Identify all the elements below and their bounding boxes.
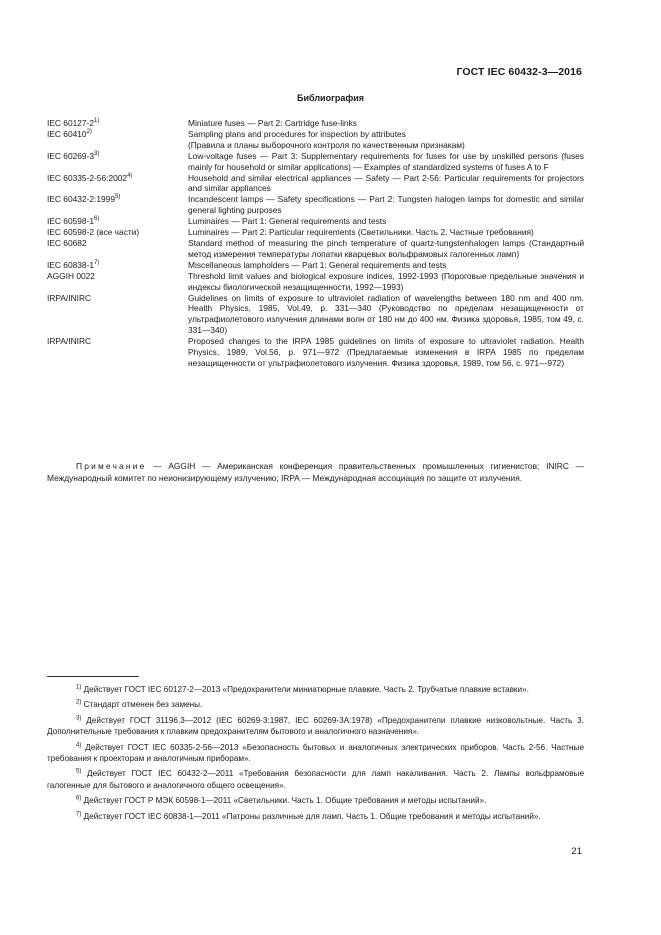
footnote-marker: 1) bbox=[94, 118, 100, 125]
bibliography-entry bbox=[47, 151, 584, 173]
footnote bbox=[47, 768, 584, 791]
entry-description: Luminaires — Part 1: General requirements and tests bbox=[188, 216, 387, 227]
entry-reference: IRPA/INIRC bbox=[47, 336, 92, 347]
entry-description: Proposed changes to the IRPA 1985 guidelines on limits of exposure to ultraviolet radiation. Health Physics, 1989, Vol.56, p. 971—972 (Предлагаемые изменения в IRPA 1985 по пределам незащищенности от ультрафиолетового излучения. Физика здоровья, 1989, том 56, с. 971—972) bbox=[188, 336, 584, 368]
footnote-text: Стандарт отменен без замены. bbox=[83, 700, 203, 710]
note-paragraph bbox=[47, 461, 584, 484]
footnote-marker: 4) bbox=[127, 172, 133, 179]
footnote-text: Действует ГОСТ IEC 60432-2—2011 «Требования безопасности для ламп накаливания. Часть 2. Лампы вольфрамовые галогенные для бытового и аналогичного общего освещения». bbox=[47, 769, 584, 790]
bibliography-title: Библиография bbox=[297, 93, 364, 103]
footnote-text: Действует ГОСТ IEC 60335-2-56—2013 «Безопасность бытовых и аналогичных электрических приборов. Часть 2-56. Частные требования к проекторам и аналогичным приборам». bbox=[47, 742, 584, 764]
footnote bbox=[47, 742, 584, 765]
footnote bbox=[47, 795, 584, 806]
footnote-marker: 2) bbox=[86, 129, 92, 136]
footnote-text: Действует ГОСТ Р МЭК 60598-1—2011 «Светильники. Часть 1. Общие требования и методы испытаний». bbox=[83, 796, 487, 806]
footnote-number: 1) bbox=[76, 684, 82, 691]
entry-description-translation: (Правила и планы выборочного контроля по качественным признакам) bbox=[188, 139, 465, 150]
footnote bbox=[47, 684, 584, 695]
bibliography-entry bbox=[47, 260, 584, 271]
entry-reference: IEC 60598-1 bbox=[47, 216, 95, 227]
footnote-marker: 6) bbox=[94, 216, 100, 223]
entry-description: Household and similar electrical appliances — Safety — Part 2-56: Particular requirements for projectors and similar appliances bbox=[188, 172, 584, 194]
footnote-text: Действует ГОСТ IEC 60127-2—2013 «Предохранители миниатюрные плавкие. Часть 2. Трубчатые плавкие вставки». bbox=[83, 685, 529, 694]
footnote-number: 3) bbox=[76, 715, 82, 722]
entry-reference: IEC 60127-2 bbox=[47, 118, 95, 128]
entry-description: Miscellaneous lampholders — Part 1: General requirements and tests bbox=[188, 259, 447, 270]
entry-reference: IEC 60432-2:1999 bbox=[47, 194, 115, 205]
bibliography-entry bbox=[47, 271, 584, 293]
entry-description: Miniature fuses — Part 2: Cartridge fuse-links bbox=[188, 118, 357, 128]
note-label: Примечание bbox=[76, 461, 147, 471]
footnote-marker: 7) bbox=[94, 259, 100, 266]
footnote-number: 6) bbox=[76, 795, 82, 802]
entry-description: Threshold limit values and biological exposure indices, 1992-1993 (Пороговые предельные значения и индексы биологической незащищенности, 1992—1993) bbox=[188, 270, 584, 292]
document-number-header: ГОСТ IEC 60432-3—2016 bbox=[456, 66, 582, 78]
entry-reference: IRPA/INIRC bbox=[47, 292, 92, 303]
entry-description: Guidelines on limits of exposure to ultraviolet radiation of wavelengths between 180 nm and 400 nm. Health Physics, 1985, Vol.49, p. 331—340 (Руководство по пределам незащищенности от ультрафиолетового излучения длинами волн от 180 нм до 400 нм. Физика здоровья, 1985, том 49, с. 331—340) bbox=[188, 292, 584, 336]
bibliography-entry bbox=[47, 173, 584, 195]
footnote bbox=[47, 699, 584, 710]
entry-reference: IEC 60682 bbox=[47, 237, 87, 248]
page-number: 21 bbox=[571, 846, 582, 857]
footnotes-list bbox=[47, 684, 584, 826]
footnote-number: 4) bbox=[76, 741, 82, 748]
entry-reference: IEC 60269-3 bbox=[47, 150, 95, 161]
note-text: — AGGIH — Американская конференция правительственных промышленных гигиенистов; INIRC — Международный комитет по неионизирующему излучению; IRPA — Международная ассоциация по защите от излучения. bbox=[47, 461, 584, 483]
entry-description: Standard method of measuring the pinch temperature of quartz-tungstenhalogen lamps (Стандартный метод измерения температуры лопатки кварцевых вольфрамовых галогенных ламп) bbox=[188, 237, 584, 259]
entry-reference: AGGIH 0022 bbox=[47, 270, 95, 281]
entry-description: Low-voltage fuses — Part 3: Supplementary requirements for fuses for use by unskilled persons (fuses mainly for household or similar applications) — Examples of standardized systems of fuses A to F bbox=[188, 150, 584, 172]
footnote-marker: 3) bbox=[94, 150, 100, 157]
entry-reference: IEC 60335-2-56:2002 bbox=[47, 172, 128, 183]
bibliography-entry bbox=[47, 227, 584, 238]
bibliography-entry bbox=[47, 238, 584, 260]
entry-description: Incandescent lamps — Safety specifications — Part 2: Tungsten halogen lamps for domestic and similar general lighting purposes bbox=[188, 194, 584, 216]
footnote bbox=[47, 715, 584, 738]
footnote-text: Действует ГОСТ 31196.3—2012 (IEC 60269-3:1987, IEC 60269-3A:1978) «Предохранители плавкие низковольтные. Часть 3. Дополнительные требования к плавким предохранителям бытового и аналогичного назначения». bbox=[47, 715, 584, 737]
bibliography-entry bbox=[47, 216, 584, 227]
footnote-number: 2) bbox=[76, 699, 82, 706]
bibliography-list bbox=[47, 118, 584, 369]
bibliography-entry bbox=[47, 194, 584, 216]
footnote-divider bbox=[47, 676, 139, 677]
bibliography-entry bbox=[47, 336, 584, 369]
entry-reference: IEC 60838-1 bbox=[47, 259, 95, 270]
bibliography-entry bbox=[47, 293, 584, 337]
entry-description: Sampling plans and procedures for inspection by attributes bbox=[188, 128, 406, 139]
bibliography-entry bbox=[47, 118, 584, 129]
footnote-number: 5) bbox=[76, 768, 82, 775]
footnote-number: 7) bbox=[76, 810, 82, 817]
footnote bbox=[47, 811, 584, 822]
footnote-text: Действует ГОСТ IEC 60838-1—2011 «Патроны различные для ламп. Часть 1. Общие требования и методы испытаний». bbox=[83, 811, 541, 821]
entry-description: Luminaires — Part 2: Particular requirements (Светильники. Часть 2. Частные требования) bbox=[188, 227, 534, 238]
footnote-marker: 5) bbox=[114, 194, 121, 201]
entry-reference: IEC 60598-2 (все части) bbox=[47, 227, 140, 238]
bibliography-entry bbox=[47, 129, 584, 151]
entry-reference: IEC 60410 bbox=[47, 128, 87, 139]
